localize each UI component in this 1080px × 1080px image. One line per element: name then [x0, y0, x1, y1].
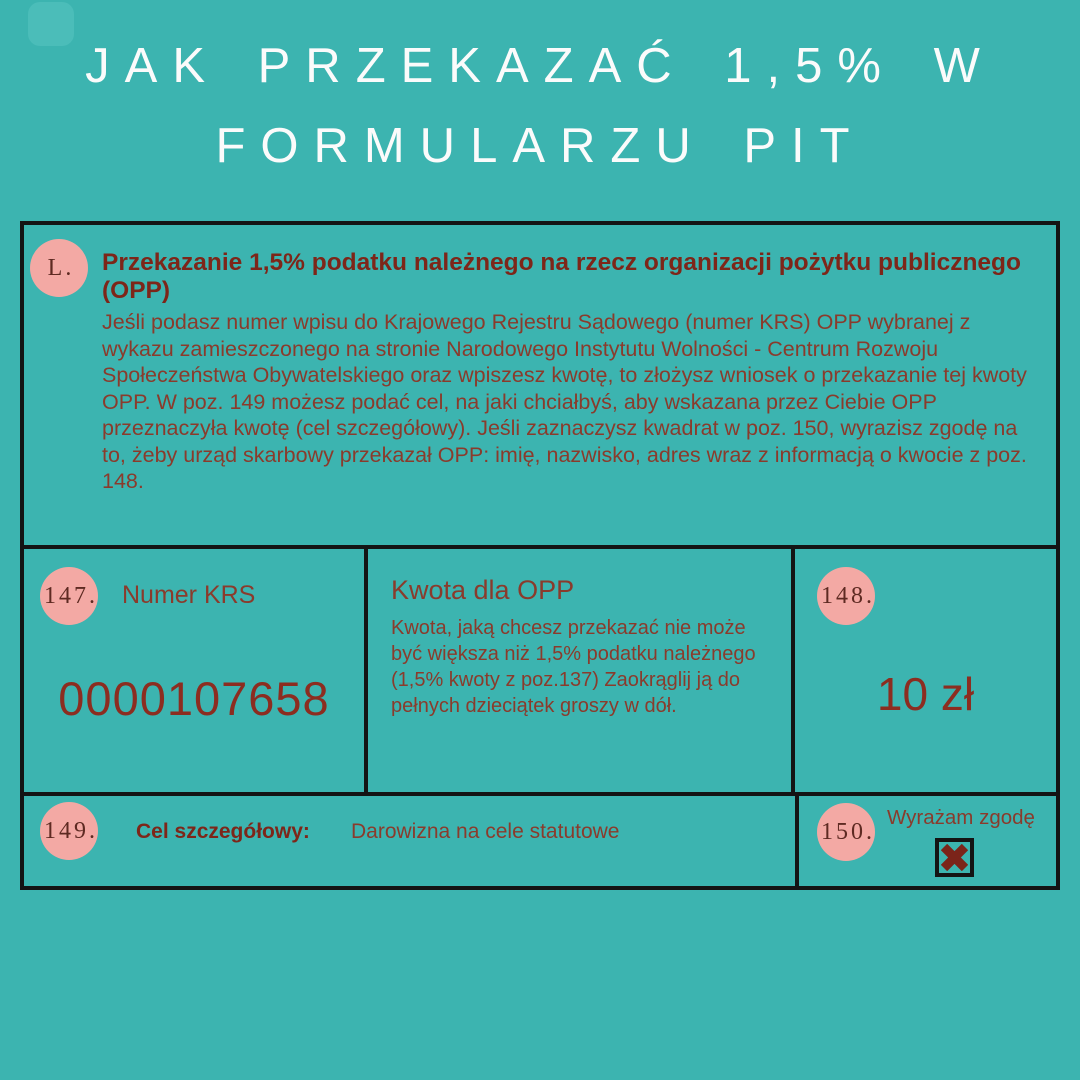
kwota-body: Kwota, jaką chcesz przekazać nie może być większa niż 1,5% podatku należnego (1,5% kwoty z poz.137) Zaokrąglij ją do pełnych dzieciątek groszy w dół.: [391, 617, 756, 717]
title-line-2: FORMULARZU PIT: [215, 119, 865, 173]
x-mark-icon: [941, 844, 968, 871]
page-title: [0, 26, 1080, 186]
zgoda-label: Wyrażam zgodę: [887, 806, 1035, 829]
kwota-heading: Kwota dla OPP: [391, 575, 575, 605]
intro-body: Jeśli podasz numer wpisu do Krajowego Rejestru Sądowego (numer KRS) OPP wybranej z wykazu zamieszczonego na stronie Narodowego Instytutu Wolności - Centrum Rozwoju Społeczeństwa Obywatelskiego oraz wpiszesz kwotę, to złożysz wniosek o przekazanie tej kwoty OPP. W poz. 149 możesz podać cel, na jaki chciałbyś, aby wskazana przez Ciebie OPP przeznaczyła kwotę (cel szczegółowy). Jeśli zaznaczysz kwadrat w poz. 150, wyrazisz zgodę na to, żeby urząd skarbowy przekazał OPP: imię, nazwisko, adres wraz z informacją o kwocie z poz. 148.: [102, 310, 1027, 493]
amount-value: 10 zł: [876, 668, 975, 720]
badge-147: 147.: [40, 567, 98, 625]
section-bottom: [24, 796, 1056, 886]
badge-148: 148.: [817, 567, 875, 625]
krs-value: 0000107658: [58, 672, 330, 725]
cell-cel: [24, 796, 799, 886]
pit-form-box: [20, 221, 1060, 890]
badge-149: 149.: [40, 802, 98, 860]
cell-kwota-info: [368, 549, 795, 792]
title-line-1: JAK PRZEKAZAĆ 1,5% W: [85, 39, 995, 93]
section-intro: [24, 225, 1056, 549]
badge-150: 150.: [817, 803, 875, 861]
cell-zgoda: [799, 796, 1056, 886]
consent-checkbox[interactable]: [935, 838, 974, 877]
badge-l: L.: [30, 239, 88, 297]
krs-label: Numer KRS: [122, 581, 256, 609]
cel-value: Darowizna na cele statutowe: [351, 820, 620, 843]
intro-heading: Przekazanie 1,5% podatku należnego na rzecz organizacji pożytku publicznego (OPP): [102, 249, 1021, 304]
cell-amount: [795, 549, 1056, 792]
cel-label: Cel szczegółowy:: [136, 820, 310, 843]
cell-krs: [24, 549, 368, 792]
section-fields: [24, 549, 1056, 796]
